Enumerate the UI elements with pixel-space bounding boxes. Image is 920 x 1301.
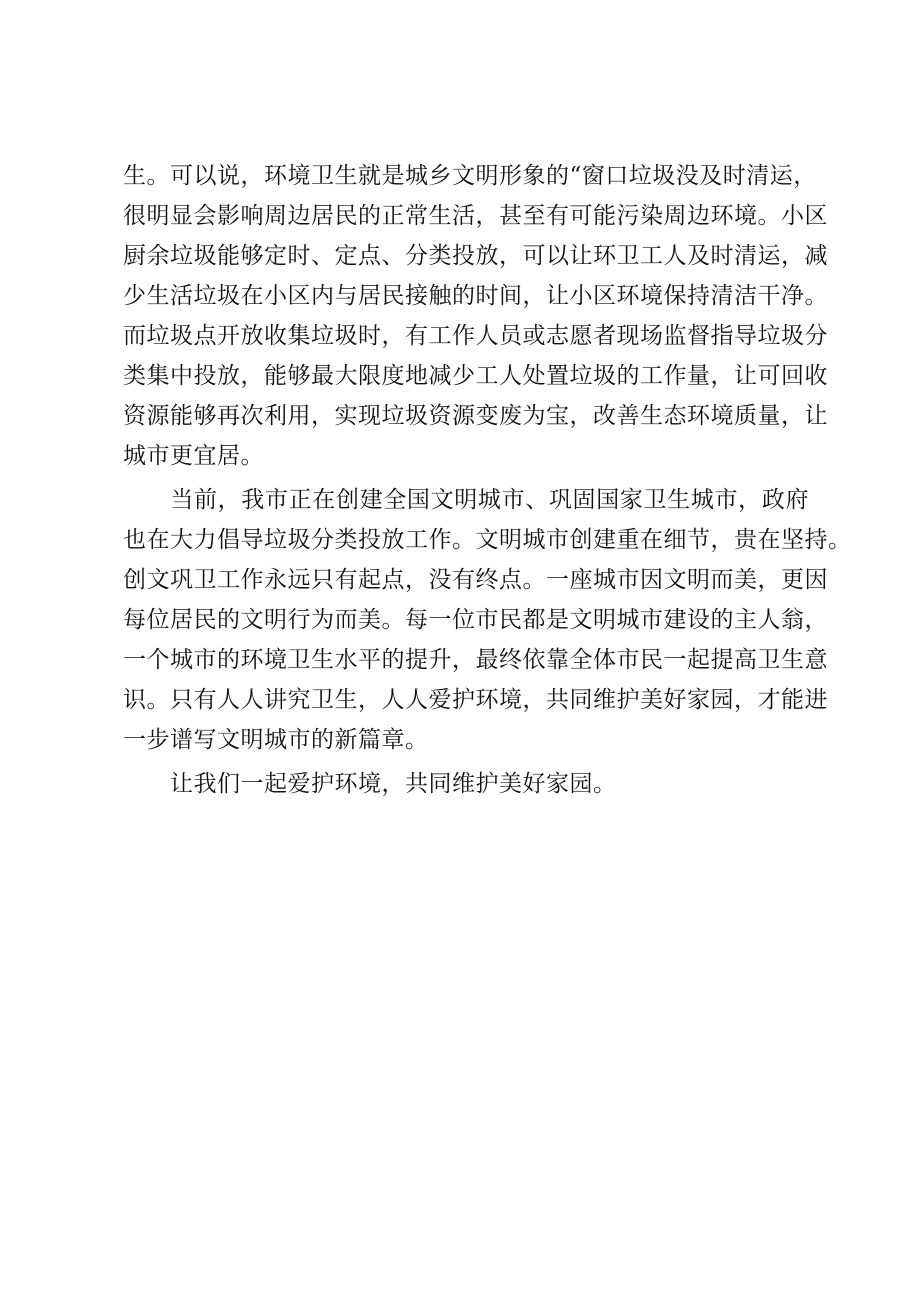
paragraph-1 bbox=[123, 156, 828, 476]
text-line: 也在大力倡导垃圾分类投放工作。文明城市创建重在细节，贵在坚持。 bbox=[123, 527, 852, 553]
text-line: 每位居民的文明行为而美。每一位市民都是文明城市建设的主人翁， bbox=[123, 607, 828, 633]
paragraph-3 bbox=[123, 764, 809, 804]
text-line: 一个城市的环境卫生水平的提升，最终依靠全体市民一起提高卫生意 bbox=[123, 647, 828, 673]
text-line: 少生活垃圾在小区内与居民接触的时间，让小区环境保持清洁干净。 bbox=[123, 283, 828, 309]
text-line: 当前，我市正在创建全国文明城市、巩固国家卫生城市，政府 bbox=[123, 487, 809, 513]
text-line: 很明显会影响周边居民的正常生活，甚至有可能污染周边环境。小区 bbox=[123, 203, 828, 229]
text-line: 一步谱写文明城市的新篇章。 bbox=[123, 727, 429, 753]
text-line: 厨余垃圾能够定时、定点、分类投放，可以让环卫工人及时清运，减 bbox=[123, 243, 828, 269]
text-line: 而垃圾点开放收集垃圾时，有工作人员或志愿者现场监督指导垃圾分 bbox=[123, 323, 828, 349]
text-line: 类集中投放，能够最大限度地减少工人处置垃圾的工作量，让可回收 bbox=[123, 363, 828, 389]
text-line: 城市更宜居。 bbox=[123, 443, 264, 469]
text-line: 资源能够再次利用，实现垃圾资源变废为宝，改善生态环境质量，让 bbox=[123, 403, 828, 429]
text-line: 识。只有人人讲究卫生，人人爱护环境，共同维护美好家园，才能进 bbox=[123, 687, 828, 713]
text-line: 让我们一起爱护环境，共同维护美好家园。 bbox=[123, 771, 617, 797]
text-line: 生。可以说，环境卫生就是城乡文明形象的“窗口垃圾没及时清运， bbox=[123, 163, 817, 189]
text-line: 创文巩卫工作永远只有起点，没有终点。一座城市因文明而美，更因 bbox=[123, 567, 828, 593]
document-body bbox=[123, 156, 852, 804]
paragraph-2 bbox=[123, 480, 852, 760]
